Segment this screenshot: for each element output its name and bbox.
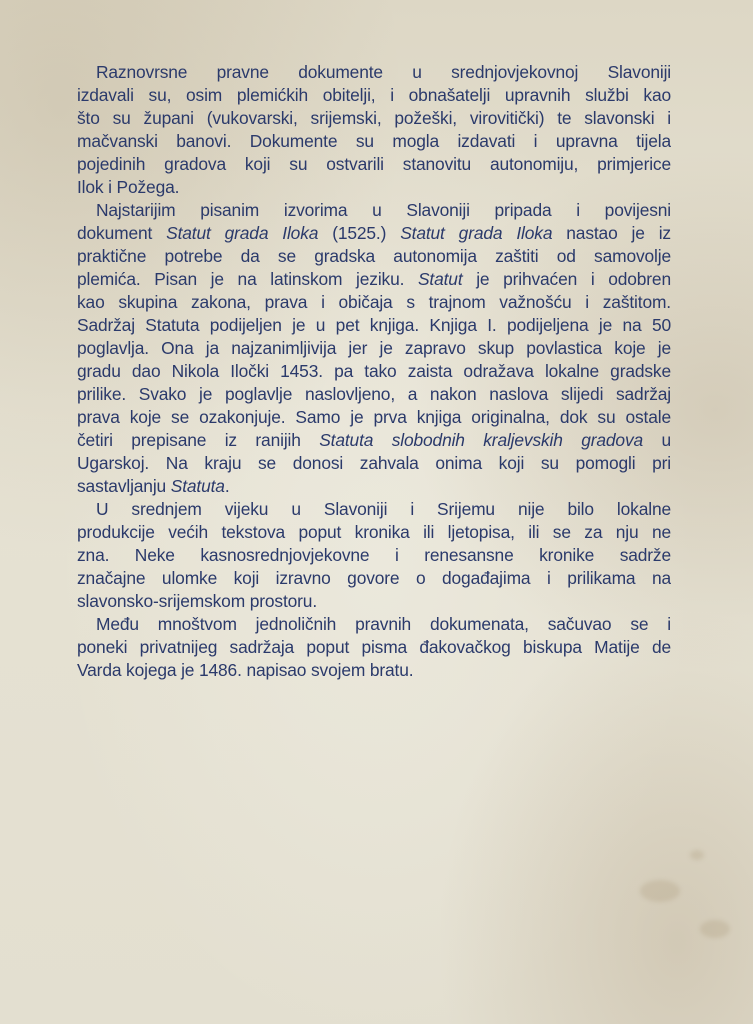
- text-line: produkcije većih tekstova poput kronika ili ljetopisa, ili se za nju ne: [77, 522, 671, 542]
- body-text: [77, 61, 671, 682]
- paragraph-1: [77, 61, 671, 199]
- paragraph-4: [77, 613, 671, 682]
- text-span: (1525.): [318, 223, 401, 243]
- text-line: poglavlja. Ona ja najzanimljivija jer je zapravo skup povlastica koje je: [77, 338, 671, 358]
- text-span: u: [643, 430, 671, 450]
- italic-title: Statuta: [170, 476, 225, 496]
- text-line: [77, 475, 671, 498]
- italic-title: Statuta slobodnih kraljevskih gradova: [319, 430, 644, 450]
- text-span: dokument: [77, 223, 167, 243]
- text-line: Varda kojega je 1486. napisao svojem bratu.: [77, 660, 414, 680]
- text-line: što su župani (vukovarski, srijemski, požeški, virovitički) te slavonski i: [77, 108, 671, 128]
- text-line: Među mnoštvom jednoličnih pravnih dokumenata, sačuvao se i: [96, 614, 671, 634]
- paper-stain: [700, 920, 730, 938]
- text-line: pojedinih gradova koji su ostvarili stanovitu autonomiju, primjerice: [77, 154, 671, 174]
- italic-title: Statut grada Iloka: [400, 223, 553, 243]
- text-line: U srednjem vijeku u Slavoniji i Srijemu nije bilo lokalne: [96, 499, 671, 519]
- text-span: nastao je iz: [552, 223, 671, 243]
- text-line: zna. Neke kasnosrednjovjekovne i renesansne kronike sadrže: [77, 545, 671, 565]
- text-span: .: [224, 476, 230, 496]
- text-line: Raznovrsne pravne dokumente u srednjovjekovnoj Slavoniji: [96, 62, 671, 82]
- paper-stain: [640, 880, 680, 902]
- text-span: sastavljanju: [77, 476, 171, 496]
- text-span: plemića. Pisan je na latinskom jeziku.: [77, 269, 418, 289]
- italic-title: Statut grada Iloka: [166, 223, 319, 243]
- text-span: je prihvaćen i odobren: [462, 269, 671, 289]
- text-line: značajne ulomke koji izravno govore o događajima i prilikama na: [77, 568, 671, 588]
- italic-title: Statut: [417, 269, 463, 289]
- text-line: praktične potrebe da se gradska autonomija zaštiti od samovolje: [77, 246, 671, 266]
- text-line: [77, 429, 671, 452]
- text-line: prilike. Svako je poglavlje naslovljeno, a nakon naslova slijedi sadržaj: [77, 384, 671, 404]
- text-line: slavonsko-srijemskom prostoru.: [77, 591, 318, 611]
- text-line: [77, 222, 671, 245]
- text-line: Najstarijim pisanim izvorima u Slavoniji pripada i povijesni: [96, 200, 671, 220]
- text-line: Ugarskoj. Na kraju se donosi zahvala onima koji su pomogli pri: [77, 453, 671, 473]
- text-line: prava koje se ozakonjuje. Samo je prva knjiga originalna, dok su ostale: [77, 407, 671, 427]
- text-line: Ilok i Požega.: [77, 177, 180, 197]
- text-line: poneki privatnijeg sadržaja poput pisma đakovačkog biskupa Matije de: [77, 637, 671, 657]
- text-line: izdavali su, osim plemićkih obitelji, i obnašatelji upravnih službi kao: [77, 85, 671, 105]
- text-line: mačvanski banovi. Dokumente su mogla izdavati i upravna tijela: [77, 131, 671, 151]
- text-line: [77, 268, 671, 291]
- text-line: kao skupina zakona, prava i običaja s trajnom važnošću i zaštitom.: [77, 292, 671, 312]
- text-span: četiri prepisane iz ranijih: [77, 430, 320, 450]
- text-line: Sadržaj Statuta podijeljen je u pet knjiga. Knjiga I. podijeljena je na 50: [77, 315, 671, 335]
- paragraph-3: [77, 498, 671, 613]
- paper-stain: [690, 850, 704, 860]
- paragraph-2: [77, 199, 671, 498]
- text-line: gradu dao Nikola Iločki 1453. pa tako zaista odražava lokalne gradske: [77, 361, 671, 381]
